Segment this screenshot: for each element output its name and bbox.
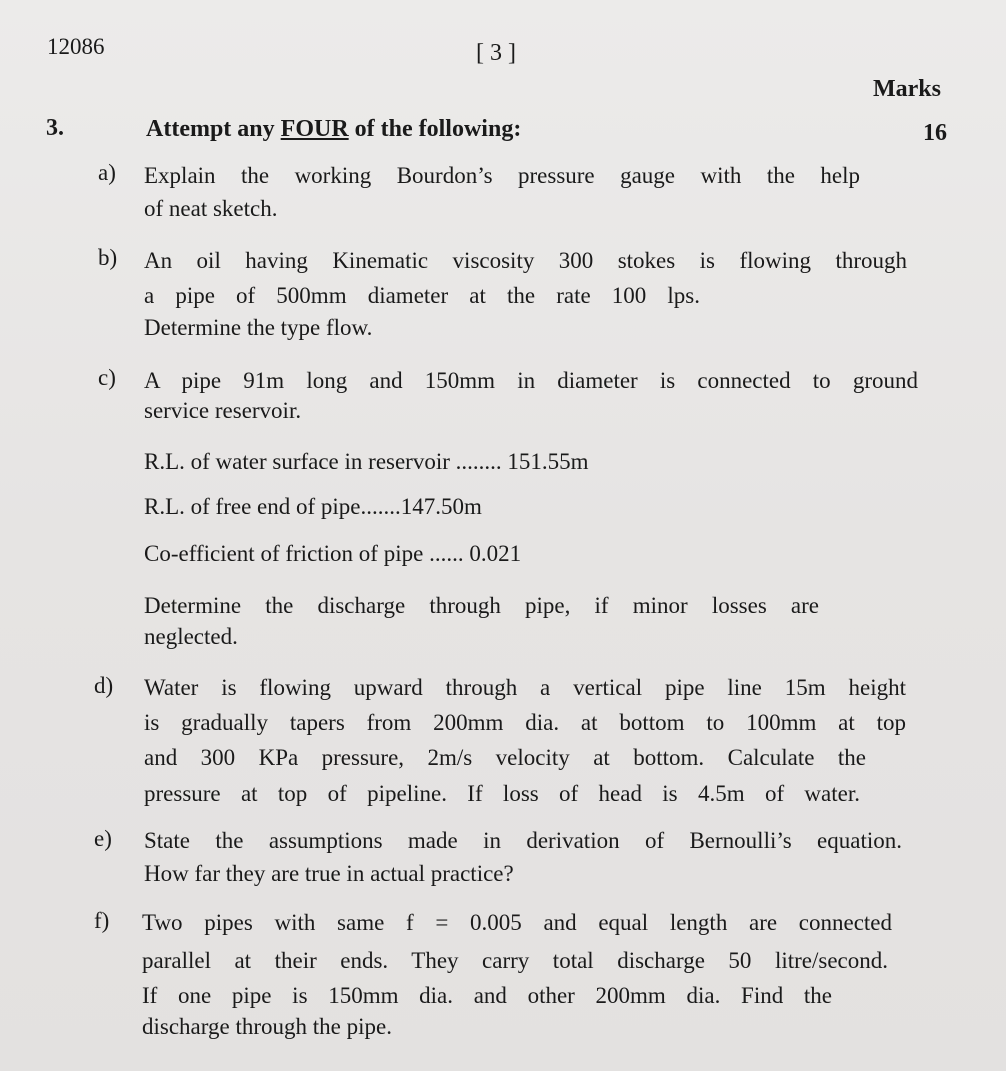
- part-label-f: f): [94, 908, 110, 933]
- question-marks: 16: [923, 120, 947, 146]
- part-a-line-2: of neat sketch.: [144, 196, 278, 221]
- part-c-line-7: neglected.: [144, 624, 238, 649]
- part-d-line-3: and 300 KPa pressure, 2m/s velocity at bottom. Calculate the: [144, 745, 866, 770]
- part-f-line-1: Two pipes with same f = 0.005 and equal length are connected: [142, 910, 892, 935]
- part-d-line-4: pressure at top of pipeline. If loss of head is 4.5m of water.: [144, 781, 860, 806]
- page-number: [ 3 ]: [476, 40, 516, 66]
- part-d-line-1: Water is flowing upward through a vertical pipe line 15m height: [144, 675, 906, 700]
- part-b-line-2: a pipe of 500mm diameter at the rate 100 lps.: [144, 283, 700, 308]
- part-f-line-2: parallel at their ends. They carry total discharge 50 litre/second.: [142, 948, 888, 973]
- question-title-emphasis: FOUR: [280, 116, 349, 142]
- part-c-line-3: R.L. of water surface in reservoir ........ 151.55m: [144, 449, 589, 474]
- part-c-line-5: Co-efficient of friction of pipe ...... 0.021: [144, 541, 522, 566]
- part-c-line-1: A pipe 91m long and 150mm in diameter is connected to ground: [144, 368, 918, 393]
- part-c-line-4: R.L. of free end of pipe.......147.50m: [144, 494, 482, 519]
- part-label-c: c): [98, 365, 116, 390]
- part-label-b: b): [98, 245, 118, 270]
- question-title: [146, 116, 521, 143]
- paper-code: 12086: [47, 34, 105, 59]
- part-d-line-2: is gradually tapers from 200mm dia. at bottom to 100mm at top: [144, 710, 906, 735]
- marks-column-heading: Marks: [873, 76, 941, 102]
- part-a-line-1: Explain the working Bourdon’s pressure gauge with the help: [144, 163, 860, 188]
- question-title-prefix: Attempt any: [146, 116, 281, 142]
- part-e-line-1: State the assumptions made in derivation of Bernoulli’s equation.: [144, 828, 902, 853]
- part-label-e: e): [94, 826, 112, 851]
- part-f-line-4: discharge through the pipe.: [142, 1014, 392, 1039]
- part-c-line-6: Determine the discharge through pipe, if minor losses are: [144, 593, 819, 618]
- question-title-suffix: of the following:: [348, 116, 522, 142]
- part-label-a: a): [98, 160, 116, 185]
- question-number: 3.: [46, 115, 64, 141]
- part-f-line-3: If one pipe is 150mm dia. and other 200mm dia. Find the: [142, 983, 832, 1008]
- part-b-line-1: An oil having Kinematic viscosity 300 stokes is flowing through: [144, 248, 907, 273]
- part-c-line-2: service reservoir.: [144, 398, 302, 423]
- part-e-line-2: How far they are true in actual practice?: [144, 861, 514, 886]
- part-b-line-3: Determine the type flow.: [144, 315, 373, 340]
- part-label-d: d): [94, 673, 114, 698]
